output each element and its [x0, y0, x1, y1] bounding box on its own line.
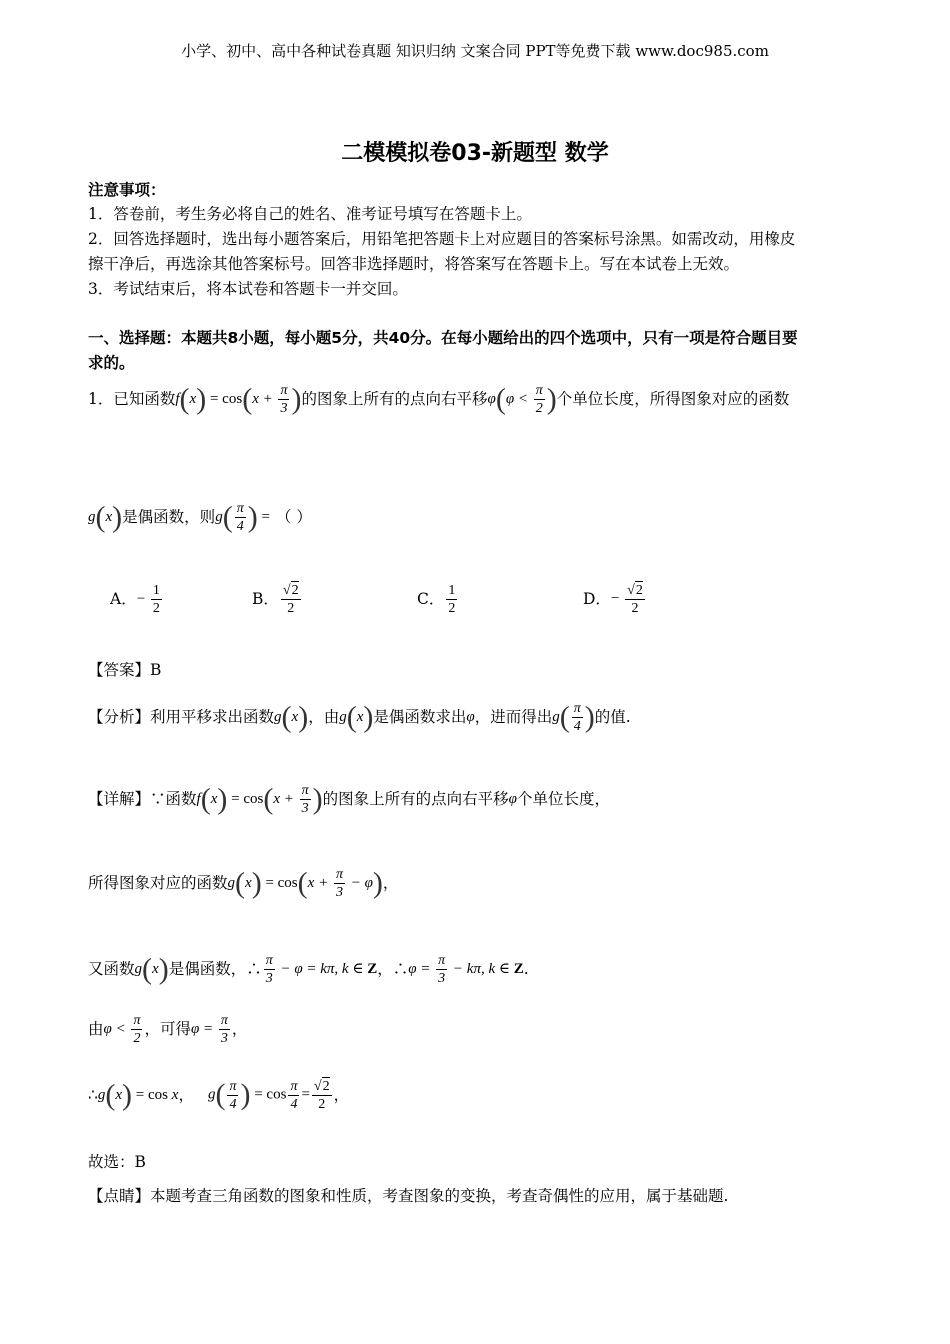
formula-g-3: g(x): [134, 952, 169, 986]
option-d-label: D．: [583, 590, 611, 608]
option-b-label: B．: [252, 590, 279, 608]
option-d: [583, 576, 647, 622]
detail-text-5: ，: [382, 874, 399, 892]
detail-text-12: ，: [231, 1020, 248, 1038]
analysis-text-3: 是偶函数求出: [373, 708, 467, 726]
detail-text-8: ，∴: [377, 960, 409, 978]
detail-text-13: ∴: [88, 1086, 98, 1104]
page-header: 小学、初中、高中各种试卷真题 知识归纳 文案合同 PPT等免费下载 www.doc985.com: [181, 42, 769, 60]
formula-f: f(x) = cos(x + $\frac{\pi}{3}$ ): [175, 382, 302, 416]
formula-g-pi4: g( $\frac{\pi}{4}$ ) =: [215, 500, 270, 534]
formula-g-shift: g(x) = cos(x + $\frac{\pi}{3}$ − φ): [227, 866, 383, 900]
detail-choose: 故选：B: [88, 1153, 146, 1171]
detail-line-2: [88, 860, 398, 906]
answer: [88, 658, 161, 682]
option-a-value: − $\frac{1}{2}$: [136, 582, 160, 616]
question-1-suffix: 个单位长度，所得图象对应的函数: [556, 390, 790, 408]
formula-even-condition: $\frac{\pi}{3}$ − φ = kπ, k ∈ Z: [265, 952, 378, 986]
analysis-text-1: 利用平移求出函数: [150, 708, 275, 726]
detail-text-10: 由: [88, 1020, 104, 1038]
formula-g-cos: g(x) = cos x: [97, 1078, 179, 1112]
formula-g-1: g(x): [274, 700, 309, 734]
detail-text-6: 又函数: [88, 960, 135, 978]
section-heading-cont: 求的。: [88, 354, 135, 372]
notice-item-2: 2．回答选择题时，选出每小题答案后，用铅笔把答题卡上对应题目的答案标号涂黑。如需改动，用橡皮: [88, 230, 796, 248]
formula-phi-solution: φ = $\frac{\pi}{3}$ − kπ, k ∈ Z: [408, 952, 524, 986]
formula-phi-2: φ: [508, 791, 517, 807]
comment-text: 本题考查三角函数的图象和性质，考查图象的变换，考查奇偶性的应用，属于基础题.: [150, 1187, 729, 1205]
comment: [88, 1184, 728, 1208]
formula-g: g(x): [88, 500, 123, 534]
comment-label: 【点睛】: [88, 1187, 151, 1205]
notice-item-2-cont: 擦干净后，再选涂其他答案标号。回答非选择题时，将答案写在答题卡上。写在本试卷上无效。: [88, 255, 740, 273]
option-a-label: A．: [110, 590, 137, 608]
detail-text-2: 的图象上所有的点向右平移: [322, 790, 509, 808]
question-1-prefix: 1．已知函数: [88, 390, 176, 408]
analysis-text-5: 的值.: [594, 708, 631, 726]
page-title: 二模模拟卷03-新题型 数学: [341, 141, 609, 166]
detail-text-7: 是偶函数，∴: [168, 960, 262, 978]
answer-value: B: [150, 661, 162, 679]
analysis-text-2: ，由: [308, 708, 340, 726]
detail-line-4: [88, 1006, 247, 1052]
formula-phi-bound: φ < $\frac{\pi}{2}$: [103, 1012, 141, 1046]
detail-text-9: .: [523, 960, 529, 978]
detail-text-11: ，可得: [144, 1020, 191, 1038]
detail-text-15: ，: [333, 1086, 350, 1104]
detail-text-4: 所得图象对应的函数: [88, 874, 228, 892]
analysis-label: 【分析】: [88, 708, 151, 726]
formula-g-pi4-2: g( $\frac{\pi}{4}$ ): [552, 700, 595, 734]
section-heading: 一、选择题：本题共8小题，每小题5分，共40分。在每小题给出的四个选项中，只有一项是符合题目要: [88, 329, 798, 347]
notice-item-1: 1．答卷前，考生务必将自己的姓名、准考证号填写在答题卡上。: [88, 205, 532, 223]
notice-heading: 注意事项：: [88, 181, 166, 199]
question-1-blank: （ ）: [275, 508, 312, 526]
detail-text-14: ，: [178, 1086, 194, 1104]
detail-label: 【详解】: [88, 790, 151, 808]
option-b-value: $\frac{√2}{2}$: [282, 583, 299, 616]
detail-text-3: 个单位长度，: [516, 790, 610, 808]
option-c: [417, 576, 459, 622]
question-1-mid: 的图象上所有的点向右平移: [301, 390, 488, 408]
option-b: [252, 576, 303, 622]
question-1-line2-mid: 是偶函数，则: [122, 508, 216, 526]
detail-line-3: [88, 946, 529, 992]
analysis-text-4: ，进而得出: [474, 708, 553, 726]
question-1-line-2: [88, 494, 312, 540]
answer-label: 【答案】: [88, 661, 151, 679]
formula-phi-value: φ = $\frac{\pi}{3}$: [190, 1012, 228, 1046]
formula-f-2: f(x) = cos(x + $\frac{\pi}{3}$ ): [196, 782, 323, 816]
analysis: [88, 694, 631, 740]
option-d-value: − $\frac{√2}{2}$: [610, 583, 643, 616]
option-c-value: $\frac{1}{2}$: [448, 582, 456, 616]
formula-phi-condition: φ(φ < $\frac{\pi}{2}$ ): [487, 382, 557, 416]
question-1-line-1: [88, 376, 789, 422]
notice-item-3: 3．考试结束后，将本试卷和答题卡一并交回。: [88, 280, 408, 298]
option-c-label: C．: [417, 590, 445, 608]
formula-g-pi4-value: g( $\frac{\pi}{4}$ ) = cos $\frac{\pi}{4}$ = $\frac{√2}{2}$: [207, 1078, 330, 1112]
detail-line-1: [88, 776, 610, 822]
formula-phi: φ: [466, 709, 475, 725]
formula-g-2: g(x): [339, 700, 374, 734]
option-a: [110, 576, 164, 622]
detail-line-5: [88, 1070, 349, 1120]
detail-text-1: ∵函数: [150, 790, 197, 808]
